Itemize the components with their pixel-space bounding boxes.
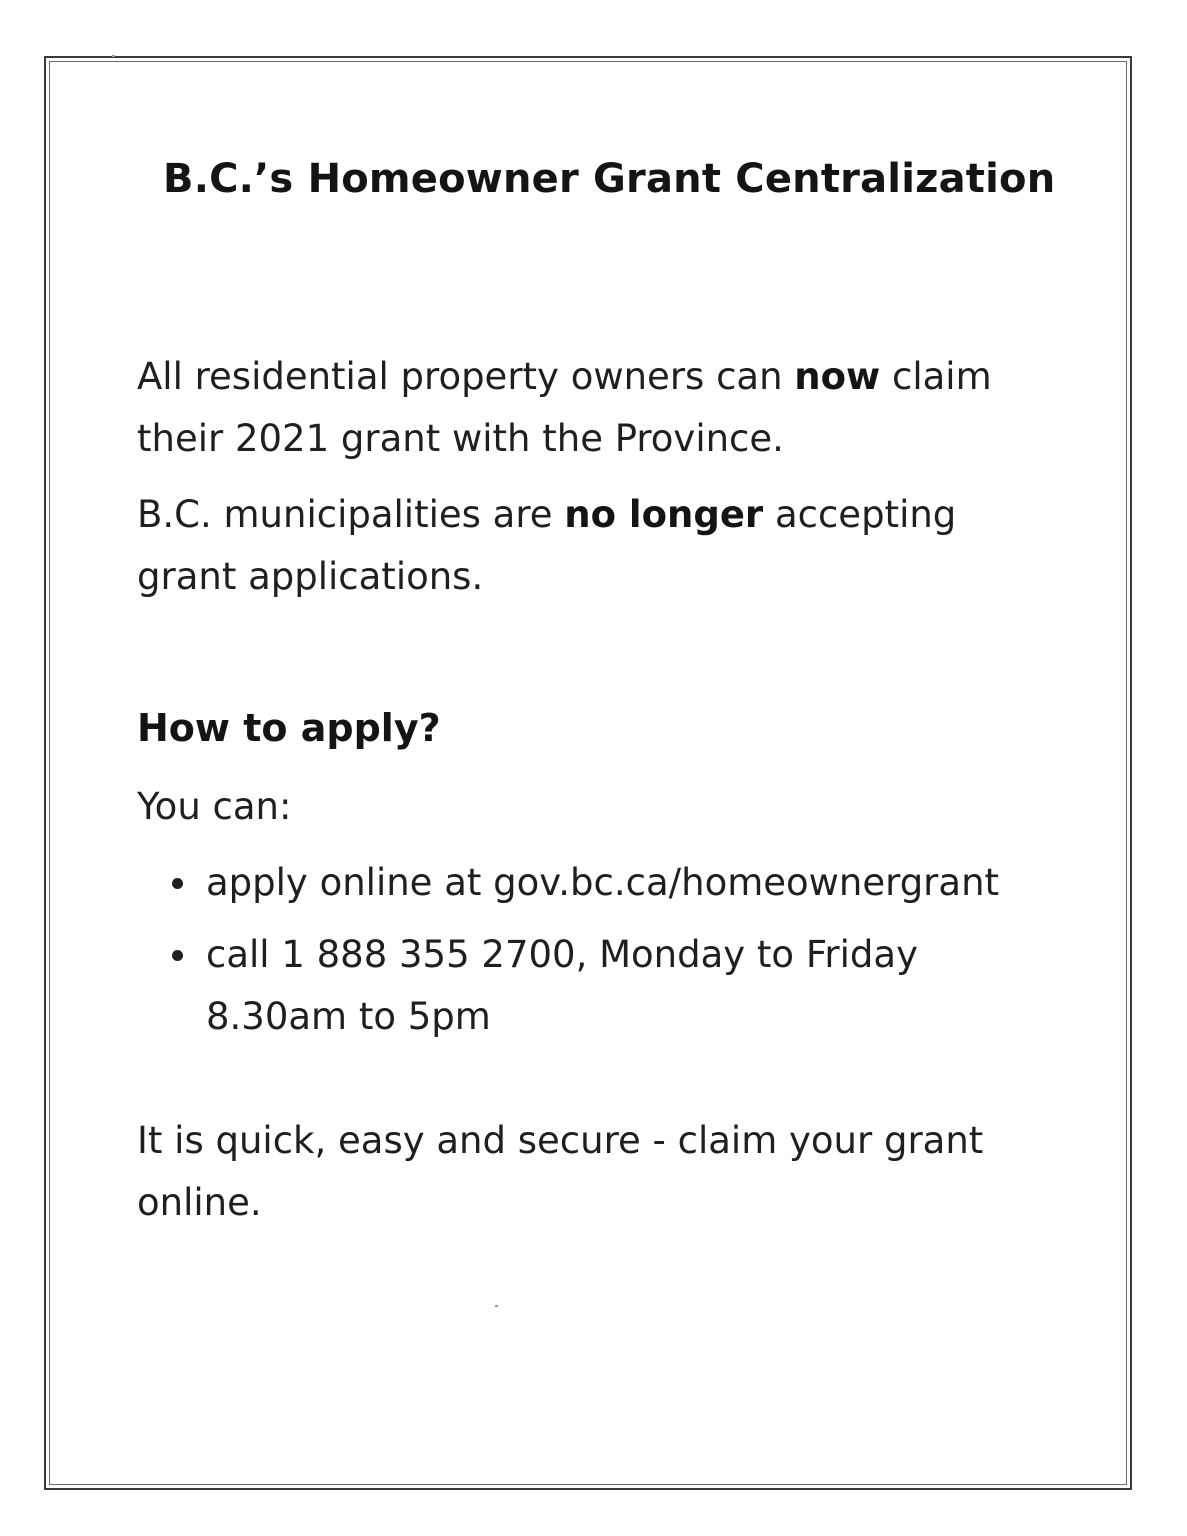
list-item bbox=[168, 924, 999, 1048]
closing-paragraph bbox=[137, 1110, 983, 1234]
closing-text: online. bbox=[137, 1181, 262, 1224]
intro-text: claim bbox=[880, 355, 992, 398]
bullet-icon bbox=[172, 950, 183, 961]
municipalities-paragraph bbox=[137, 484, 956, 608]
municipalities-text: accepting bbox=[763, 493, 957, 536]
you-can-text: You can: bbox=[137, 785, 292, 828]
closing-text: It is quick, easy and secure - claim your grant bbox=[137, 1119, 984, 1162]
scan-speck bbox=[112, 55, 115, 57]
bullet-icon bbox=[172, 878, 183, 889]
municipalities-emphasis: no longer bbox=[564, 493, 764, 536]
apply-online-text: apply online at gov.bc.ca/homeownergrant bbox=[206, 861, 1000, 904]
intro-paragraph bbox=[137, 346, 992, 470]
intro-text: their 2021 grant with the Province. bbox=[137, 417, 784, 460]
page-title: B.C.’s Homeowner Grant Centralization bbox=[163, 156, 1056, 202]
document-border bbox=[44, 56, 1132, 1490]
call-hours-text: 8.30am to 5pm bbox=[206, 995, 491, 1038]
municipalities-text: grant applications. bbox=[137, 555, 484, 598]
municipalities-text: B.C. municipalities are bbox=[137, 493, 565, 536]
scan-speck bbox=[495, 1305, 498, 1307]
intro-emphasis: now bbox=[794, 355, 881, 398]
intro-text: All residential property owners can bbox=[137, 355, 795, 398]
how-to-apply-heading: How to apply? bbox=[137, 706, 441, 750]
list-item bbox=[168, 852, 999, 914]
apply-options-list bbox=[168, 852, 999, 1058]
call-text: call 1 888 355 2700, Monday to Friday bbox=[206, 933, 918, 976]
